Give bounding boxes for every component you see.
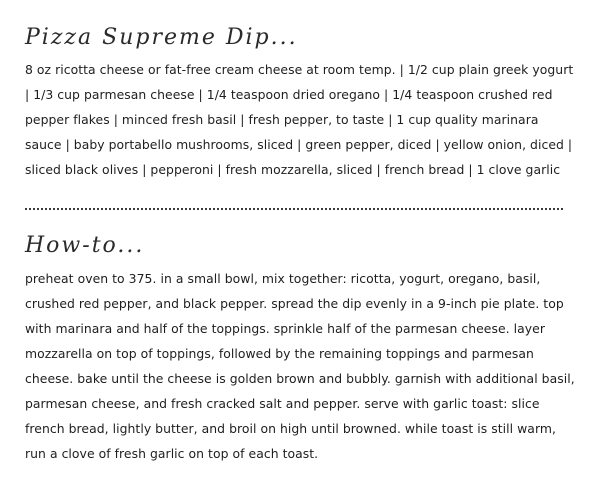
dotted-divider	[25, 208, 563, 210]
ingredients-list: 8 oz ricotta cheese or fat-free cream cheese at room temp. | 1/2 cup plain greek yogurt | 1/3 cup parmesan cheese | 1/4 teaspoon dried oregano | 1/4 teaspoon crushed red pepper flakes | minced fresh basil | fresh pepper, to taste | 1 cup quality marinara sauce | baby portabello mushrooms, sliced | green pepper, diced | yellow onion, diced | sliced black olives | pepperoni | fresh mozzarella, sliced | french bread | 1 clove garlic	[25, 62, 574, 177]
recipe-title: Pizza Supreme Dip...	[25, 25, 298, 50]
instructions-text: preheat oven to 375. in a small bowl, mix together: ricotta, yogurt, oregano, basil, crushed red pepper, and black pepper. spread the dip evenly in a 9-inch pie plate. top with marinara and half of the toppings. sprinkle half of the parmesan cheese. layer mozzarella on top of toppings, followed by the remaining toppings and parmesan cheese. bake until the cheese is golden brown and bubbly. garnish with additional basil, parmesan cheese, and fresh cracked salt and pepper. serve with garlic toast: slice french bread, lightly butter, and broil on high until browned. while toast is still warm, run a clove of fresh garlic on top of each toast.	[25, 271, 575, 461]
recipe-card	[25, 22, 575, 466]
howto-title: How-to...	[25, 233, 145, 258]
